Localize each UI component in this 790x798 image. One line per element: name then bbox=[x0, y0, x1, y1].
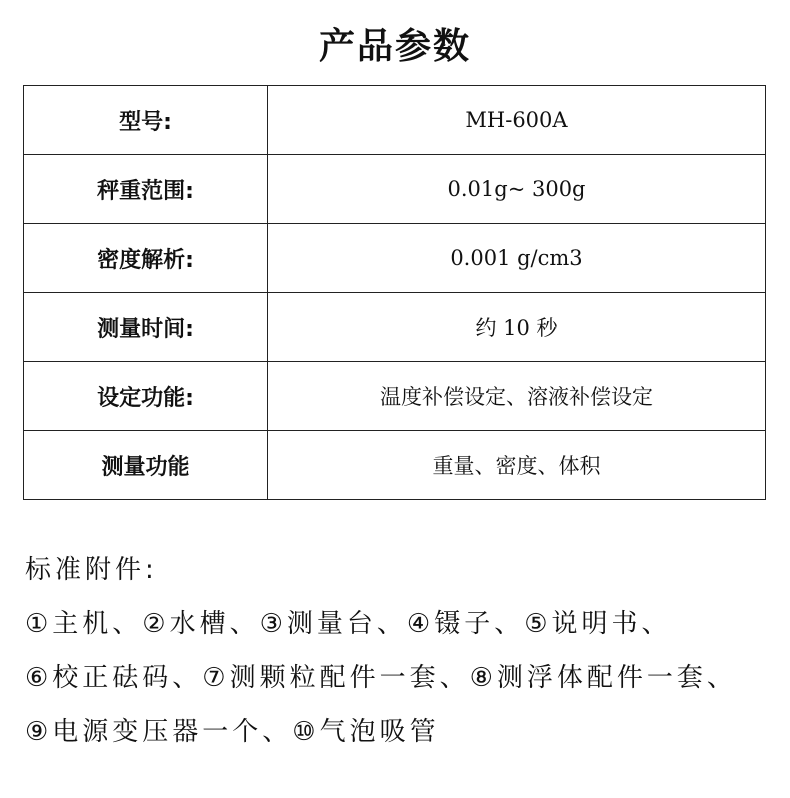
param-value: 约 10 秒 bbox=[268, 293, 766, 362]
param-value: 重量、密度、体积 bbox=[268, 431, 766, 500]
table-row bbox=[24, 362, 766, 431]
param-value: 0.01g~ 300g bbox=[268, 155, 766, 224]
param-label: 测量时间: bbox=[24, 293, 268, 362]
param-label: 密度解析: bbox=[24, 224, 268, 293]
accessories-line: ①主机、②水槽、③测量台、④镊子、⑤说明书、 bbox=[25, 609, 672, 639]
param-label: 秤重范围: bbox=[24, 155, 268, 224]
accessories-line: ⑥校正砝码、⑦测颗粒配件一套、⑧测浮体配件一套、 bbox=[25, 663, 737, 693]
param-value: MH-600A bbox=[268, 86, 766, 155]
page-title: 产品参数 bbox=[318, 26, 471, 67]
table-row bbox=[24, 155, 766, 224]
accessories-section bbox=[25, 543, 785, 759]
table-row bbox=[24, 431, 766, 500]
table-row bbox=[24, 293, 766, 362]
param-label: 型号: bbox=[24, 86, 268, 155]
param-value: 0.001 g/cm3 bbox=[268, 224, 766, 293]
parameter-table bbox=[23, 85, 766, 500]
table-row bbox=[24, 86, 766, 155]
accessories-heading: 标准附件: bbox=[25, 555, 158, 585]
table-row bbox=[24, 224, 766, 293]
param-label: 测量功能 bbox=[24, 431, 268, 500]
param-label: 设定功能: bbox=[24, 362, 268, 431]
param-value: 温度补偿设定、溶液补偿设定 bbox=[268, 362, 766, 431]
accessories-line: ⑨电源变压器一个、⑩气泡吸管 bbox=[25, 717, 440, 747]
